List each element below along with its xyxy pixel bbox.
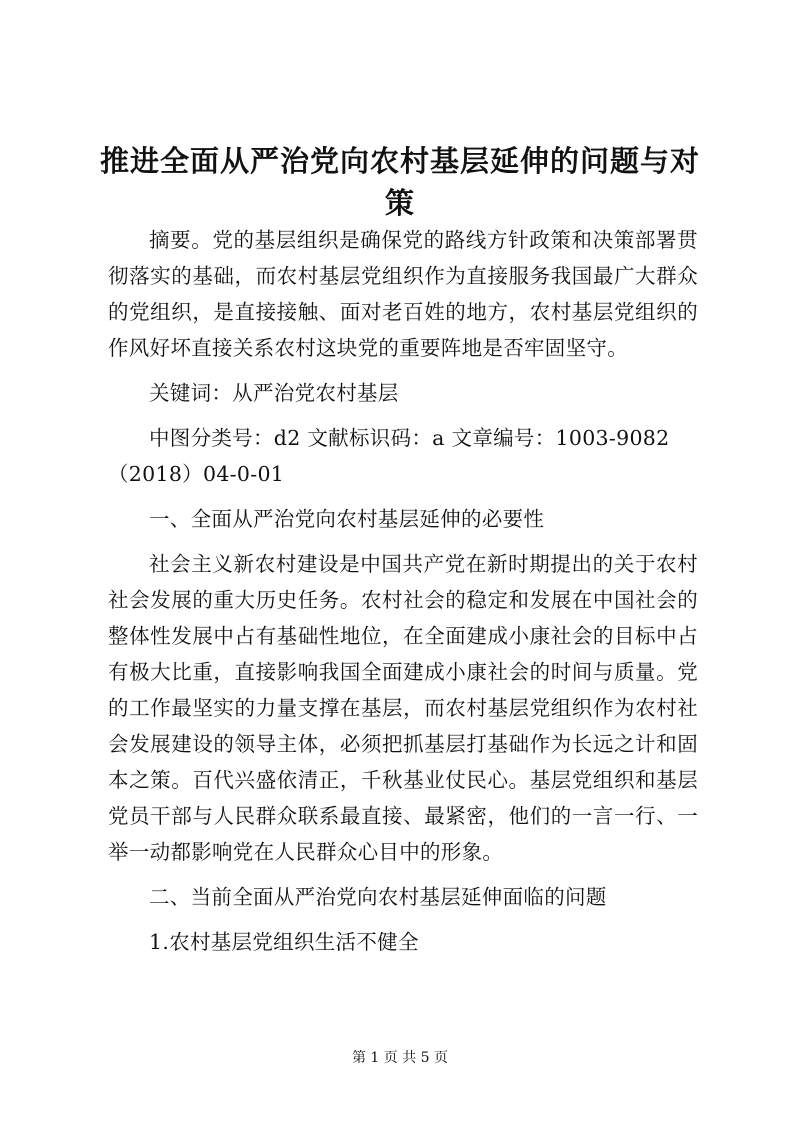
section-heading-1: 一、全面从严治党向农村基层延伸的必要性 <box>149 507 545 531</box>
body-paragraph: 社会主义新农村建设是中国共产党在新时期提出的关于农村社会发展的重大历史任务。农村社会的稳定和发展在中国社会的整体性发展中占有基础性地位，在全面建成小康社会的目标中占有极大比重，直接影响我国全面建成小康社会的时间与质量。党的工作最坚实的力量支撑在基层，而农村基层党组织作为农村社会发展建设的领导主体，必须把抓基层打基础作为长远之计和固本之策。百代兴盛依清正，千秋基业仗民心。基层党组织和基层党员干部与人民群众联系最直接、最紧密，他们的一言一行、一举一动都影响党在人民群众心目中的形象。 <box>108 552 698 864</box>
page-number-footer: 第 1 页 共 5 页 <box>351 1050 449 1066</box>
section-heading-2: 二、当前全面从严治党向农村基层延伸面临的问题 <box>149 885 607 909</box>
subsection-heading: 1.农村基层党组织生活不健全 <box>149 930 419 954</box>
document-body <box>108 222 698 969</box>
document-title: 推进全面从严治党向农村基层延伸的问题与对策 <box>100 144 701 220</box>
classification-line: 中图分类号：d2 文献标识码：a 文章编号：1003-9082（2018）04-0-01 <box>108 426 670 486</box>
keywords-line: 关键词：从严治党农村基层 <box>149 381 399 405</box>
abstract-paragraph: 摘要。党的基层组织是确保党的路线方针政策和决策部署贯彻落实的基础，而农村基层党组织作为直接服务我国最广大群众的党组织，是直接接触、面对老百姓的地方，农村基层党组织的作风好坏直接关系农村这块党的重要阵地是否牢固坚守。 <box>108 228 698 360</box>
